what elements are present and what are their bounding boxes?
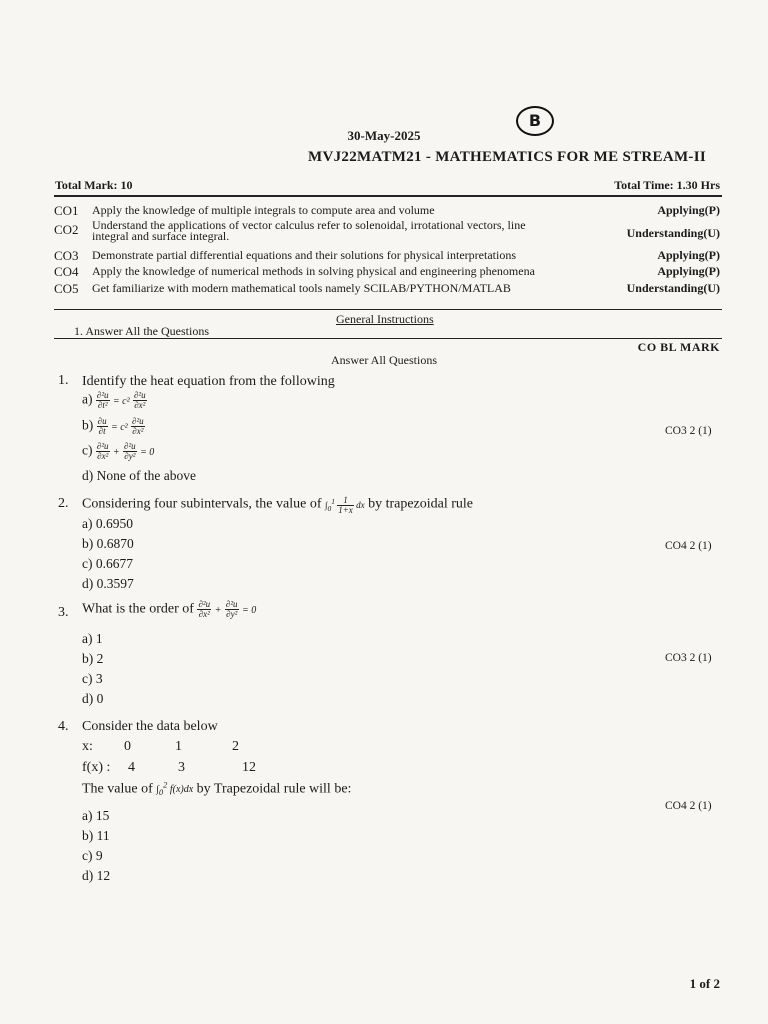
question-number: 4. bbox=[58, 719, 69, 734]
question-text-part: Considering four subintervals, the value of bbox=[82, 496, 322, 512]
option-d: d) 0.3597 bbox=[82, 576, 134, 591]
option-a: a) 15 bbox=[82, 808, 110, 823]
co-desc: Apply the knowledge of multiple integrals to compute area and volume bbox=[92, 203, 435, 217]
option-c bbox=[82, 442, 154, 461]
co-id: CO2 bbox=[54, 222, 79, 237]
option-d: d) 12 bbox=[82, 868, 111, 883]
option-c: c) 0.6677 bbox=[82, 556, 133, 571]
option-c: c) 9 bbox=[82, 848, 103, 863]
pde-expression: $\frac{\text{∂²u}}{\text{∂x²}}$ + $\frac{\text{∂²u}}{\text{∂y²}}$ = 0 bbox=[198, 599, 257, 619]
f-value: 3 bbox=[178, 760, 185, 775]
x-value: 2 bbox=[232, 739, 239, 754]
header-rule bbox=[54, 195, 722, 197]
co-level: Applying(P) bbox=[657, 264, 720, 278]
co-desc: Demonstrate partial differential equations and their solutions for physical interpretations bbox=[92, 248, 516, 262]
option-a: a) 0.6950 bbox=[82, 516, 133, 531]
option-c: c) 3 bbox=[82, 671, 103, 686]
option-b bbox=[82, 417, 145, 436]
question-text-part: The value of bbox=[82, 781, 153, 797]
f-label: f(x) : bbox=[82, 760, 111, 775]
integral-expression: $\int_0^1$ $\frac{1}{1+x}$ dx bbox=[325, 495, 365, 515]
equation-b: $\frac{\partial u}{\partial t}$ = c² $\frac{\text{∂²u}}{\text{∂x²}}$ bbox=[97, 416, 144, 436]
exam-stamp: B bbox=[516, 106, 554, 136]
option-label: b) bbox=[82, 417, 94, 433]
section-heading: Answer All Questions bbox=[331, 353, 437, 367]
equation-c: $\frac{\text{∂²u}}{\text{∂x²}}$ + $\frac{\text{∂²u}}{\text{∂y²}}$ = 0 bbox=[96, 441, 155, 461]
equation-a: $\frac{\text{∂²u}}{\text{∂t²}}$ = c² $\frac{\text{∂²u}}{\text{∂x²}}$ bbox=[96, 390, 146, 410]
option-b: b) 2 bbox=[82, 651, 104, 666]
f-value: 4 bbox=[128, 760, 135, 775]
co-desc: Apply the knowledge of numerical methods in solving physical and engineering phenomena bbox=[92, 264, 535, 278]
co-mark: CO4 2 (1) bbox=[665, 540, 712, 552]
co-mark: CO3 2 (1) bbox=[665, 425, 712, 437]
question-text-part: What is the order of bbox=[82, 601, 194, 617]
co-id: CO5 bbox=[54, 281, 79, 296]
total-mark: Total Mark: 10 bbox=[55, 178, 133, 192]
exam-date: 30-May-2025 bbox=[347, 128, 421, 143]
total-time: Total Time: 1.30 Hrs bbox=[614, 178, 720, 192]
question-number: 1. bbox=[58, 373, 69, 388]
option-d: d) None of the above bbox=[82, 468, 196, 483]
co-level: Applying(P) bbox=[657, 203, 720, 217]
instruction-item: 1. Answer All the Questions bbox=[74, 324, 209, 338]
co-mark: CO4 2 (1) bbox=[665, 800, 712, 812]
co-id: CO4 bbox=[54, 264, 79, 279]
co-level: Applying(P) bbox=[657, 248, 720, 262]
co-level: Understanding(U) bbox=[626, 226, 720, 240]
instructions-rule bbox=[54, 338, 722, 339]
co-level: Understanding(U) bbox=[626, 281, 720, 295]
option-b: b) 0.6870 bbox=[82, 536, 134, 551]
co-id: CO1 bbox=[54, 203, 79, 218]
option-b: b) 11 bbox=[82, 828, 110, 843]
question-text bbox=[82, 496, 473, 515]
co-id: CO3 bbox=[54, 248, 79, 263]
option-d: d) 0 bbox=[82, 691, 104, 706]
paper-title: MVJ22MATM21 - MATHEMATICS FOR ME STREAM-II bbox=[308, 149, 706, 165]
f-value: 12 bbox=[242, 760, 256, 775]
x-label: x: bbox=[82, 739, 93, 754]
question-text-part: by Trapezoidal rule will be: bbox=[196, 781, 352, 797]
co-desc: Get familiarize with modern mathematical tools namely SCILAB/PYTHON/MATLAB bbox=[92, 281, 511, 295]
question-text: Consider the data below bbox=[82, 719, 218, 734]
co-desc: Understand the applications of vector calculus refer to solenoidal, irrotational vectors, line integral and surface integral. bbox=[92, 218, 526, 243]
question-number: 2. bbox=[58, 496, 69, 511]
question-number: 3. bbox=[58, 605, 69, 620]
question-text bbox=[82, 600, 256, 619]
question-text: Identify the heat equation from the following bbox=[82, 374, 335, 389]
co-mark: CO3 2 (1) bbox=[665, 652, 712, 664]
general-instructions-heading: General Instructions bbox=[336, 312, 434, 326]
option-a: a) 1 bbox=[82, 631, 103, 646]
question-text-part: by trapezoidal rule bbox=[368, 496, 474, 512]
option-label: a) bbox=[82, 391, 93, 407]
co-table-rule bbox=[54, 309, 722, 310]
page-number: 1 of 2 bbox=[689, 976, 720, 991]
option-label: c) bbox=[82, 442, 93, 458]
option-a bbox=[82, 391, 147, 410]
co-bl-mark-header: CO BL MARK bbox=[637, 340, 720, 354]
x-value: 1 bbox=[175, 739, 182, 754]
x-value: 0 bbox=[124, 739, 131, 754]
question-text bbox=[82, 781, 351, 797]
integral-expression: $\int_0^2$ f(x)dx bbox=[156, 781, 194, 798]
